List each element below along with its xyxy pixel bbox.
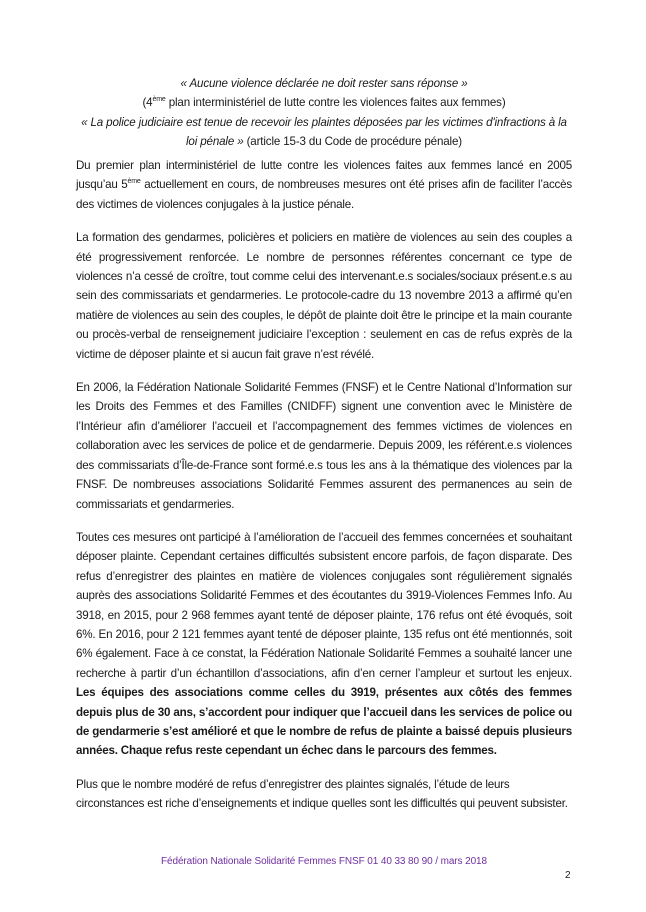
epigraph-quote-2-line	[76, 113, 572, 152]
paragraph-2: La formation des gendarmes, policières et policiers en matière de violences au sein des couples a été progressivement renforcée. Le nombre de personnes référentes concernant ce type de violences n’a cessé de croître, tout comme celui des intervenant.e.s sociales/sociaux présent.e.s au sein des commissariats et gendarmeries. Le protocole-cadre du 13 novembre 2013 a affirmé qu’en matière de violences au sein des couples, le dépôt de plainte doit être le principe et la main courante ou procès-verbal de renseignement judiciaire l’exception : seulement en cas de refus exprès de la victime de déposer plainte et si aucun fait grave n’est révélé.	[76, 231, 572, 361]
paragraph-1	[76, 156, 572, 214]
ordinal-superscript: ème	[152, 96, 166, 104]
paragraph-4	[76, 528, 572, 761]
paragraph-4-text: Toutes ces mesures ont participé à l’amélioration de l’accueil des femmes concernées et souhaitant déposer plainte. Cependant certaines difficultés subsistent encore parfois, de façon disparate. Des refus d’enregistrer des plaintes en matière de violences conjugales sont régulièrement signalés auprès des associations Solidarité Femmes et des écoutantes du 3919-Violences Femmes Info. Au 3918, en 2015, pour 2 968 femmes ayant tenté de déposer plainte, 176 refus ont été évoqués, soit 6%. En 2016, pour 2 121 femmes ayant tenté de déposer plainte, 135 refus ont été mentionnés, soit 6% également. Face à ce constat, la Fédération Nationale Solidarité Femmes a souhaité lancer une recherche à partir d’un échantillon d’associations, afin d’en cerner l’ampleur et surtout les enjeux.	[76, 530, 572, 680]
epigraph-quote-2: « La police judiciaire est tenue de recevoir les plaintes déposées par les victimes d'infractions à la loi pénale »	[81, 115, 567, 149]
epigraph-source-1	[76, 93, 572, 112]
epigraph-source-2: (article 15-3 du Code de procédure pénale)	[243, 135, 462, 149]
paragraph-3: En 2006, la Fédération Nationale Solidarité Femmes (FNSF) et le Centre National d’Information sur les Droits des Femmes et des Familles (CNIDFF) signent une convention avec le Ministère de l’Intérieur afin d’améliorer l’accueil et l’accompagnement des femmes victimes de violences en collaboration avec les services de police et de gendarmerie. Depuis 2009, les référent.e.s violences des commissariats d’Île-de-France sont formé.e.s tous les ans à la thématique des violences par la FNSF. De nombreuses associations Solidarité Femmes assurent des permanences au sein de commissariats et gendarmeries.	[76, 381, 572, 511]
page-number: 2	[565, 870, 571, 881]
epigraph-block	[76, 74, 572, 152]
paragraph-4-bold-text: Les équipes des associations comme celles du 3919, présentes aux côtés des femmes depuis plus de 30 ans, s’accordent pour indiquer que l’accueil dans les services de police ou de gendarmerie s’est amélioré et que le nombre de refus de plainte a baissé depuis plusieurs années. Chaque refus reste cependant un échec dans le parcours des femmes.	[76, 686, 572, 758]
epigraph-quote-1: « Aucune violence déclarée ne doit rester sans réponse »	[180, 77, 468, 90]
paragraph-1-text-a: Du premier plan interministériel de lutte contre les violences faites aux femmes lancé en 2005 jusqu’au 5	[76, 159, 572, 192]
document-body	[76, 156, 572, 828]
paragraph-1-text-b: actuellement en cours, de nombreuses mesures ont été prises afin de faciliter l’accès des victimes de violences conjugales à la justice pénale.	[76, 178, 572, 211]
source-1-text: plan interministériel de lutte contre les violences faites aux femmes)	[165, 96, 506, 110]
page-footer: Fédération Nationale Solidarité Femmes FNSF 01 40 33 80 90 / mars 2018	[161, 856, 487, 867]
paragraph-5: Plus que le nombre modéré de refus d’enregistrer des plaintes signalés, l’étude de leurs circonstances est riche d’enseignements et indique quelles sont les difficultés qui peuvent subsister.	[76, 777, 568, 811]
source-1-prefix: (4	[142, 96, 153, 110]
ordinal-superscript: ème	[127, 178, 141, 186]
